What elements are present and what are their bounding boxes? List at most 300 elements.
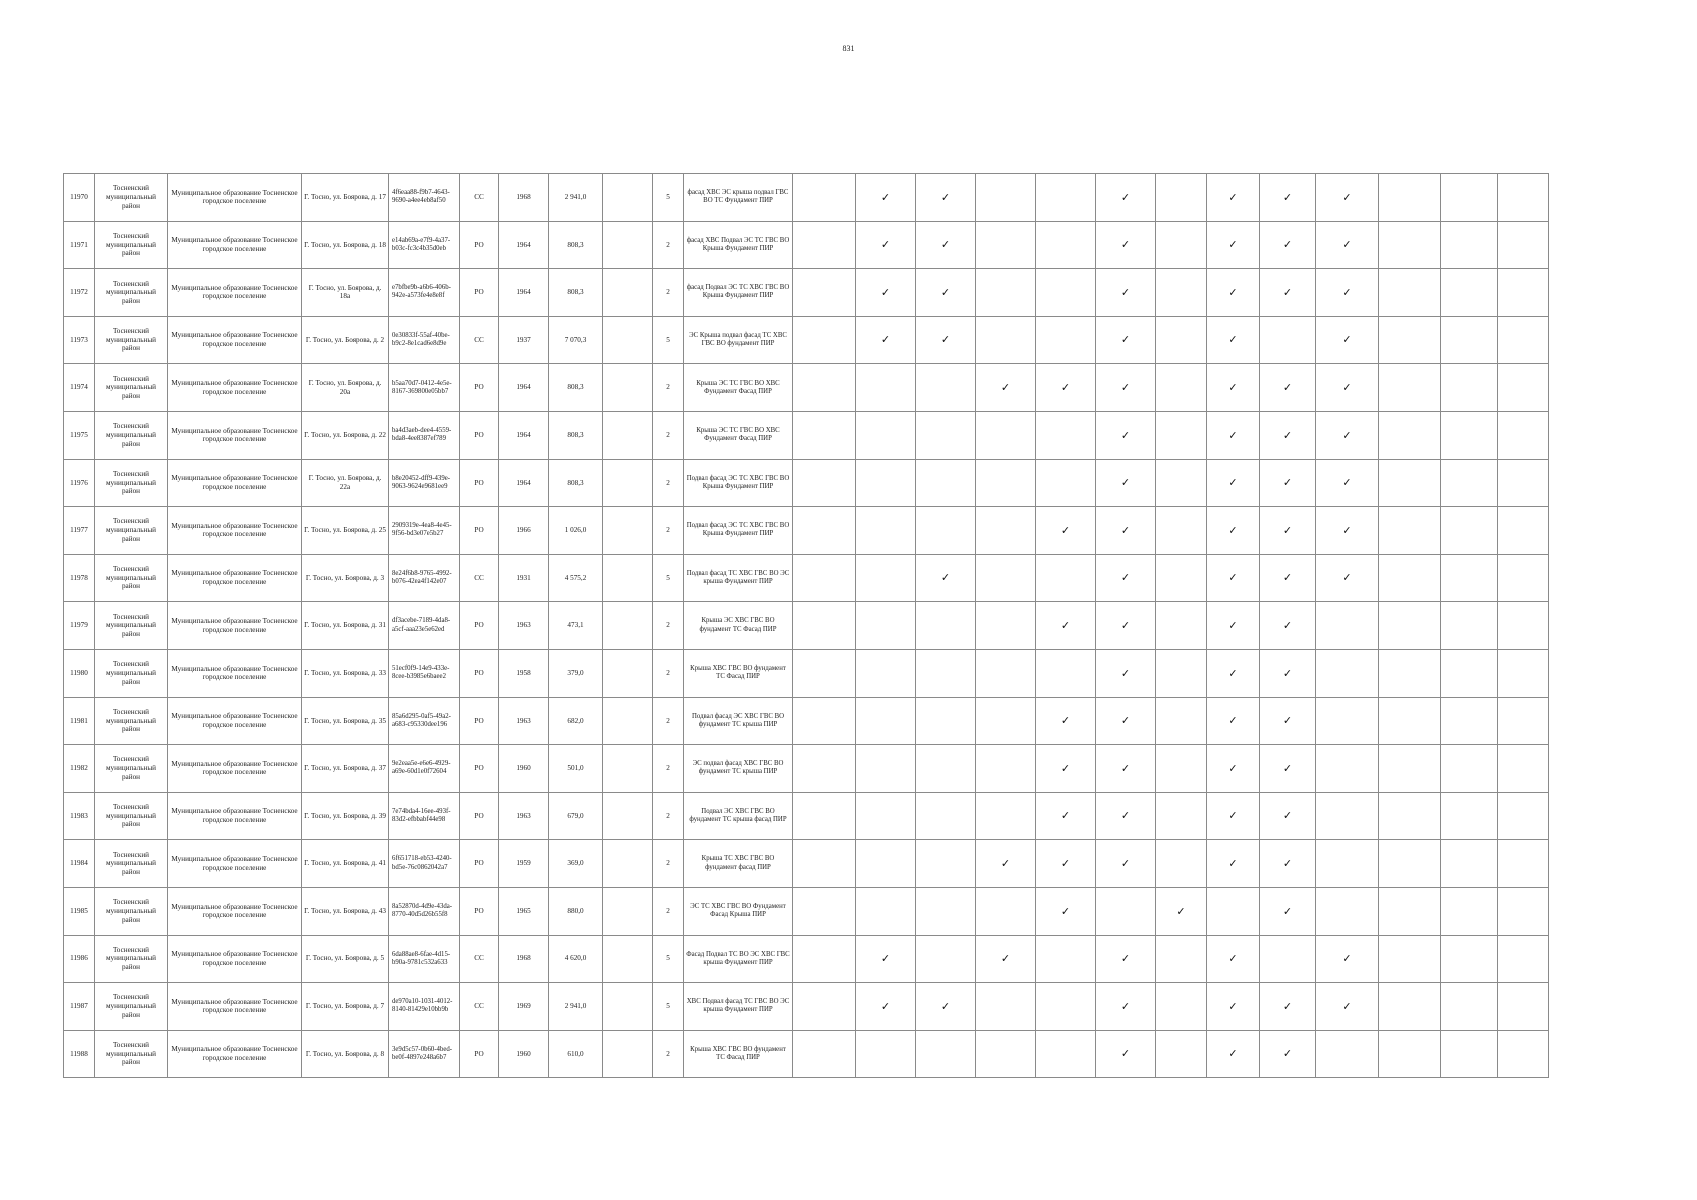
check-mark-icon: ✓: [1207, 269, 1260, 317]
blank-cell: [603, 459, 653, 507]
empty-check-cell: [1498, 887, 1549, 935]
blank-cell: [603, 411, 653, 459]
empty-check-cell: [1036, 983, 1096, 1031]
address-cell: Г. Тосно, ул. Боярова, д. 18а: [302, 269, 389, 317]
year-built-cell: 1966: [499, 507, 549, 555]
empty-check-cell: [1156, 1030, 1207, 1078]
empty-check-cell: [976, 1030, 1036, 1078]
area-cell: 808,3: [549, 364, 603, 412]
building-type-cell: РО: [460, 364, 499, 412]
district-cell: Тосненский муниципальный район: [95, 887, 168, 935]
floors-cell: 2: [653, 364, 684, 412]
row-id-cell: 11987: [64, 983, 95, 1031]
empty-check-cell: [1379, 269, 1441, 317]
check-mark-icon: ✓: [1036, 887, 1096, 935]
table-row: [64, 792, 1594, 840]
blank-cell: [603, 364, 653, 412]
district-cell: Тосненский муниципальный район: [95, 174, 168, 222]
empty-check-cell: [1498, 1030, 1549, 1078]
municipality-cell: Муниципальное образование Тосненское городское поселение: [168, 602, 302, 650]
area-cell: 369,0: [549, 840, 603, 888]
empty-check-cell: [856, 554, 916, 602]
table-row: [64, 411, 1594, 459]
empty-check-cell: [1441, 174, 1498, 222]
empty-check-cell: [976, 269, 1036, 317]
works-list-cell: фасад Подвал ЭС ТС ХВС ГВС ВО Крыша Фундамент ПИР: [684, 269, 793, 317]
guid-cell: e7bfbe9b-a6b6-406b-942e-a573fe4e8e8f: [389, 269, 460, 317]
area-cell: 379,0: [549, 649, 603, 697]
empty-check-cell: [1156, 792, 1207, 840]
year-built-cell: 1958: [499, 649, 549, 697]
municipality-cell: Муниципальное образование Тосненское городское поселение: [168, 221, 302, 269]
row-id-cell: 11970: [64, 174, 95, 222]
address-cell: Г. Тосно, ул. Боярова, д. 22: [302, 411, 389, 459]
municipality-cell: Муниципальное образование Тосненское городское поселение: [168, 269, 302, 317]
guid-cell: 3e9d5c57-0b60-4bed-be0f-4897e248a6b7: [389, 1030, 460, 1078]
check-mark-icon: ✓: [1207, 745, 1260, 793]
empty-check-cell: [1036, 649, 1096, 697]
building-type-cell: РО: [460, 269, 499, 317]
blank-cell: [603, 1030, 653, 1078]
check-mark-icon: ✓: [1096, 697, 1156, 745]
check-mark-icon: ✓: [1036, 840, 1096, 888]
empty-check-cell: [1316, 887, 1379, 935]
empty-check-cell: [1036, 554, 1096, 602]
empty-check-cell: [916, 887, 976, 935]
year-built-cell: 1964: [499, 411, 549, 459]
check-mark-icon: ✓: [1207, 697, 1260, 745]
empty-check-cell: [1441, 840, 1498, 888]
empty-check-cell: [976, 459, 1036, 507]
row-id-cell: 11976: [64, 459, 95, 507]
year-built-cell: 1964: [499, 221, 549, 269]
empty-check-cell: [1379, 507, 1441, 555]
address-cell: Г. Тосно, ул. Боярова, д. 31: [302, 602, 389, 650]
year-built-cell: 1963: [499, 602, 549, 650]
area-cell: 4 620,0: [549, 935, 603, 983]
page-number: 831: [842, 44, 855, 53]
empty-check-cell: [856, 697, 916, 745]
empty-check-cell: [1156, 221, 1207, 269]
empty-check-cell: [793, 792, 856, 840]
empty-check-cell: [1379, 221, 1441, 269]
empty-check-cell: [1379, 364, 1441, 412]
empty-check-cell: [1441, 792, 1498, 840]
floors-cell: 2: [653, 221, 684, 269]
area-cell: 679,0: [549, 792, 603, 840]
empty-check-cell: [916, 507, 976, 555]
municipality-cell: Муниципальное образование Тосненское городское поселение: [168, 697, 302, 745]
works-list-cell: Крыша ЭС ТС ГВС ВО ХВС Фундамент Фасад ПИР: [684, 364, 793, 412]
check-mark-icon: ✓: [916, 554, 976, 602]
empty-check-cell: [1498, 983, 1549, 1031]
year-built-cell: 1968: [499, 935, 549, 983]
empty-check-cell: [1316, 745, 1379, 793]
floors-cell: 2: [653, 1030, 684, 1078]
check-mark-icon: ✓: [1260, 221, 1316, 269]
row-id-cell: 11985: [64, 887, 95, 935]
check-mark-icon: ✓: [1260, 174, 1316, 222]
empty-check-cell: [976, 983, 1036, 1031]
guid-cell: ba4d3aeb-dee4-4559-bda8-4ee8387ef789: [389, 411, 460, 459]
empty-check-cell: [793, 411, 856, 459]
table-row: [64, 364, 1594, 412]
guid-cell: df3acebe-7189-4da8-a5cf-aaa23e5e62ed: [389, 602, 460, 650]
address-cell: Г. Тосно, ул. Боярова, д. 3: [302, 554, 389, 602]
guid-cell: 8a52870d-4d9e-43da-8770-40d5d26b55f8: [389, 887, 460, 935]
address-cell: Г. Тосно, ул. Боярова, д. 20а: [302, 364, 389, 412]
row-id-cell: 11971: [64, 221, 95, 269]
empty-check-cell: [1498, 221, 1549, 269]
check-mark-icon: ✓: [1260, 1030, 1316, 1078]
empty-check-cell: [1498, 507, 1549, 555]
check-mark-icon: ✓: [1260, 840, 1316, 888]
check-mark-icon: ✓: [1096, 745, 1156, 793]
year-built-cell: 1959: [499, 840, 549, 888]
check-mark-icon: ✓: [1260, 554, 1316, 602]
empty-check-cell: [916, 935, 976, 983]
district-cell: Тосненский муниципальный район: [95, 507, 168, 555]
empty-check-cell: [1379, 1030, 1441, 1078]
guid-cell: b5aa70d7-0412-4e5e-8167-369800e05bb7: [389, 364, 460, 412]
district-cell: Тосненский муниципальный район: [95, 649, 168, 697]
empty-check-cell: [1316, 602, 1379, 650]
row-id-cell: 11974: [64, 364, 95, 412]
area-cell: 682,0: [549, 697, 603, 745]
building-type-cell: СС: [460, 174, 499, 222]
empty-check-cell: [1498, 745, 1549, 793]
check-mark-icon: ✓: [976, 935, 1036, 983]
empty-check-cell: [1498, 269, 1549, 317]
empty-check-cell: [1316, 649, 1379, 697]
municipality-cell: Муниципальное образование Тосненское городское поселение: [168, 507, 302, 555]
address-cell: Г. Тосно, ул. Боярова, д. 25: [302, 507, 389, 555]
empty-check-cell: [1441, 411, 1498, 459]
guid-cell: de970a10-1031-4012-8140-81429e10bb9b: [389, 983, 460, 1031]
row-id-cell: 11975: [64, 411, 95, 459]
empty-check-cell: [1379, 316, 1441, 364]
empty-check-cell: [1379, 887, 1441, 935]
empty-check-cell: [1156, 174, 1207, 222]
check-mark-icon: ✓: [1316, 935, 1379, 983]
empty-check-cell: [793, 649, 856, 697]
check-mark-icon: ✓: [916, 269, 976, 317]
table-row: [64, 221, 1594, 269]
check-mark-icon: ✓: [1260, 792, 1316, 840]
blank-cell: [603, 221, 653, 269]
year-built-cell: 1968: [499, 174, 549, 222]
check-mark-icon: ✓: [1036, 602, 1096, 650]
check-mark-icon: ✓: [1096, 554, 1156, 602]
address-cell: Г. Тосно, ул. Боярова, д. 5: [302, 935, 389, 983]
floors-cell: 2: [653, 269, 684, 317]
building-type-cell: СС: [460, 935, 499, 983]
building-type-cell: РО: [460, 602, 499, 650]
check-mark-icon: ✓: [1036, 792, 1096, 840]
check-mark-icon: ✓: [1207, 174, 1260, 222]
check-mark-icon: ✓: [1316, 983, 1379, 1031]
check-mark-icon: ✓: [1096, 316, 1156, 364]
guid-cell: 85a6d295-0af5-49a2-a683-c95330dee196: [389, 697, 460, 745]
area-cell: 1 026,0: [549, 507, 603, 555]
guid-cell: 8e24f6b8-9765-4992-b076-42ea4f142e07: [389, 554, 460, 602]
table-row: [64, 983, 1594, 1031]
empty-check-cell: [1379, 459, 1441, 507]
table-row: [64, 1030, 1594, 1078]
floors-cell: 2: [653, 649, 684, 697]
district-cell: Тосненский муниципальный район: [95, 411, 168, 459]
check-mark-icon: ✓: [1316, 269, 1379, 317]
empty-check-cell: [916, 792, 976, 840]
check-mark-icon: ✓: [916, 316, 976, 364]
year-built-cell: 1960: [499, 745, 549, 793]
check-mark-icon: ✓: [1207, 316, 1260, 364]
check-mark-icon: ✓: [1207, 840, 1260, 888]
empty-check-cell: [1441, 602, 1498, 650]
guid-cell: 9e2eaa5e-e6e6-4929-a69e-60d1e0f72604: [389, 745, 460, 793]
empty-check-cell: [1441, 269, 1498, 317]
empty-check-cell: [1441, 221, 1498, 269]
district-cell: Тосненский муниципальный район: [95, 792, 168, 840]
guid-cell: 6da88ae8-6fae-4d15-b90a-9781c532a633: [389, 935, 460, 983]
works-list-cell: Подвал фасад ЭС ХВС ГВС ВО фундамент ТС крыша ПИР: [684, 697, 793, 745]
empty-check-cell: [1036, 269, 1096, 317]
empty-check-cell: [976, 697, 1036, 745]
table-row: [64, 507, 1594, 555]
empty-check-cell: [793, 554, 856, 602]
table-row: [64, 649, 1594, 697]
check-mark-icon: ✓: [1207, 221, 1260, 269]
empty-check-cell: [1498, 364, 1549, 412]
district-cell: Тосненский муниципальный район: [95, 364, 168, 412]
empty-check-cell: [1260, 935, 1316, 983]
empty-check-cell: [976, 221, 1036, 269]
check-mark-icon: ✓: [976, 364, 1036, 412]
works-list-cell: Крыша ЭС ХВС ГВС ВО фундамент ТС Фасад ПИР: [684, 602, 793, 650]
works-list-cell: Крыша ЭС ТС ГВС ВО ХВС Фундамент Фасад ПИР: [684, 411, 793, 459]
empty-check-cell: [916, 411, 976, 459]
check-mark-icon: ✓: [1036, 745, 1096, 793]
check-mark-icon: ✓: [1207, 602, 1260, 650]
empty-check-cell: [1156, 411, 1207, 459]
blank-cell: [603, 554, 653, 602]
check-mark-icon: ✓: [1096, 507, 1156, 555]
check-mark-icon: ✓: [856, 269, 916, 317]
empty-check-cell: [1156, 316, 1207, 364]
district-cell: Тосненский муниципальный район: [95, 269, 168, 317]
empty-check-cell: [1156, 983, 1207, 1031]
empty-check-cell: [1441, 649, 1498, 697]
building-type-cell: РО: [460, 840, 499, 888]
check-mark-icon: ✓: [1156, 887, 1207, 935]
district-cell: Тосненский муниципальный район: [95, 602, 168, 650]
works-list-cell: ХВС Подвал фасад ТС ГВС ВО ЭС крыша Фундамент ПИР: [684, 983, 793, 1031]
address-cell: Г. Тосно, ул. Боярова, д. 8: [302, 1030, 389, 1078]
empty-check-cell: [1156, 269, 1207, 317]
check-mark-icon: ✓: [1316, 459, 1379, 507]
empty-check-cell: [916, 649, 976, 697]
empty-check-cell: [1441, 1030, 1498, 1078]
empty-check-cell: [1156, 697, 1207, 745]
table-row: [64, 316, 1594, 364]
area-cell: 2 941,0: [549, 983, 603, 1031]
check-mark-icon: ✓: [856, 174, 916, 222]
municipality-cell: Муниципальное образование Тосненское городское поселение: [168, 364, 302, 412]
address-cell: Г. Тосно, ул. Боярова, д. 43: [302, 887, 389, 935]
empty-check-cell: [1156, 745, 1207, 793]
empty-check-cell: [1036, 1030, 1096, 1078]
check-mark-icon: ✓: [856, 221, 916, 269]
empty-check-cell: [976, 554, 1036, 602]
empty-check-cell: [1156, 602, 1207, 650]
empty-check-cell: [1498, 554, 1549, 602]
empty-check-cell: [976, 649, 1036, 697]
empty-check-cell: [1498, 411, 1549, 459]
municipality-cell: Муниципальное образование Тосненское городское поселение: [168, 411, 302, 459]
year-built-cell: 1964: [499, 459, 549, 507]
empty-check-cell: [1379, 792, 1441, 840]
empty-check-cell: [1036, 935, 1096, 983]
check-mark-icon: ✓: [856, 316, 916, 364]
check-mark-icon: ✓: [856, 983, 916, 1031]
row-id-cell: 11980: [64, 649, 95, 697]
empty-check-cell: [1441, 459, 1498, 507]
building-type-cell: РО: [460, 697, 499, 745]
empty-check-cell: [793, 840, 856, 888]
empty-check-cell: [916, 1030, 976, 1078]
check-mark-icon: ✓: [1316, 364, 1379, 412]
district-cell: Тосненский муниципальный район: [95, 697, 168, 745]
empty-check-cell: [976, 602, 1036, 650]
empty-check-cell: [976, 745, 1036, 793]
municipality-cell: Муниципальное образование Тосненское городское поселение: [168, 1030, 302, 1078]
guid-cell: 2909319e-4ea8-4e45-9f56-bd3e07e5b27: [389, 507, 460, 555]
empty-check-cell: [793, 887, 856, 935]
floors-cell: 5: [653, 316, 684, 364]
year-built-cell: 1963: [499, 792, 549, 840]
empty-check-cell: [793, 745, 856, 793]
works-list-cell: ЭС ТС ХВС ГВС ВО Фундамент Фасад Крыша ПИР: [684, 887, 793, 935]
floors-cell: 2: [653, 507, 684, 555]
table-row: [64, 174, 1594, 222]
building-type-cell: СС: [460, 554, 499, 602]
register-table: [63, 173, 1594, 1078]
building-type-cell: СС: [460, 316, 499, 364]
check-mark-icon: ✓: [1316, 554, 1379, 602]
year-built-cell: 1937: [499, 316, 549, 364]
empty-check-cell: [1379, 554, 1441, 602]
empty-check-cell: [1096, 887, 1156, 935]
blank-cell: [603, 602, 653, 650]
blank-cell: [603, 649, 653, 697]
district-cell: Тосненский муниципальный район: [95, 1030, 168, 1078]
empty-check-cell: [976, 887, 1036, 935]
check-mark-icon: ✓: [1207, 649, 1260, 697]
empty-check-cell: [856, 507, 916, 555]
empty-check-cell: [976, 507, 1036, 555]
building-type-cell: РО: [460, 1030, 499, 1078]
check-mark-icon: ✓: [1096, 174, 1156, 222]
municipality-cell: Муниципальное образование Тосненское городское поселение: [168, 174, 302, 222]
empty-check-cell: [1441, 887, 1498, 935]
check-mark-icon: ✓: [1316, 174, 1379, 222]
table-row: [64, 745, 1594, 793]
empty-check-cell: [856, 840, 916, 888]
works-list-cell: фасад ХВС Подвал ЭС ТС ГВС ВО Крыша Фундамент ПИР: [684, 221, 793, 269]
check-mark-icon: ✓: [1316, 316, 1379, 364]
row-id-cell: 11977: [64, 507, 95, 555]
empty-check-cell: [793, 269, 856, 317]
empty-check-cell: [1379, 840, 1441, 888]
empty-check-cell: [856, 792, 916, 840]
district-cell: Тосненский муниципальный район: [95, 316, 168, 364]
empty-check-cell: [916, 697, 976, 745]
blank-cell: [603, 935, 653, 983]
address-cell: Г. Тосно, ул. Боярова, д. 35: [302, 697, 389, 745]
empty-check-cell: [856, 411, 916, 459]
area-cell: 501,0: [549, 745, 603, 793]
check-mark-icon: ✓: [916, 983, 976, 1031]
area-cell: 808,3: [549, 221, 603, 269]
year-built-cell: 1931: [499, 554, 549, 602]
empty-check-cell: [1498, 840, 1549, 888]
works-list-cell: Крыша ХВС ГВС ВО фундамент ТС Фасад ПИР: [684, 1030, 793, 1078]
empty-check-cell: [1379, 697, 1441, 745]
empty-check-cell: [856, 745, 916, 793]
empty-check-cell: [856, 1030, 916, 1078]
empty-check-cell: [1379, 983, 1441, 1031]
check-mark-icon: ✓: [1207, 554, 1260, 602]
year-built-cell: 1960: [499, 1030, 549, 1078]
empty-check-cell: [1441, 697, 1498, 745]
table-row: [64, 887, 1594, 935]
floors-cell: 2: [653, 792, 684, 840]
works-list-cell: Подвал фасад ТС ХВС ГВС ВО ЭС крыша Фундамент ПИР: [684, 554, 793, 602]
municipality-cell: Муниципальное образование Тосненское городское поселение: [168, 745, 302, 793]
check-mark-icon: ✓: [1096, 983, 1156, 1031]
empty-check-cell: [793, 983, 856, 1031]
empty-check-cell: [793, 697, 856, 745]
address-cell: Г. Тосно, ул. Боярова, д. 22а: [302, 459, 389, 507]
table-row: [64, 269, 1594, 317]
year-built-cell: 1969: [499, 983, 549, 1031]
empty-check-cell: [1036, 316, 1096, 364]
empty-check-cell: [916, 602, 976, 650]
check-mark-icon: ✓: [1207, 364, 1260, 412]
check-mark-icon: ✓: [1207, 935, 1260, 983]
area-cell: 7 070,3: [549, 316, 603, 364]
empty-check-cell: [1379, 602, 1441, 650]
year-built-cell: 1964: [499, 364, 549, 412]
empty-check-cell: [976, 174, 1036, 222]
empty-check-cell: [856, 649, 916, 697]
empty-check-cell: [1156, 935, 1207, 983]
check-mark-icon: ✓: [1260, 507, 1316, 555]
building-type-cell: РО: [460, 745, 499, 793]
empty-check-cell: [1156, 364, 1207, 412]
check-mark-icon: ✓: [1316, 411, 1379, 459]
check-mark-icon: ✓: [1096, 269, 1156, 317]
empty-check-cell: [1156, 840, 1207, 888]
address-cell: Г. Тосно, ул. Боярова, д. 18: [302, 221, 389, 269]
empty-check-cell: [1379, 649, 1441, 697]
blank-cell: [603, 745, 653, 793]
row-id-cell: 11972: [64, 269, 95, 317]
empty-check-cell: [1379, 745, 1441, 793]
check-mark-icon: ✓: [916, 221, 976, 269]
municipality-cell: Муниципальное образование Тосненское городское поселение: [168, 792, 302, 840]
works-list-cell: Подвал фасад ЭС ТС ХВС ГВС ВО Крыша Фундамент ПИР: [684, 507, 793, 555]
